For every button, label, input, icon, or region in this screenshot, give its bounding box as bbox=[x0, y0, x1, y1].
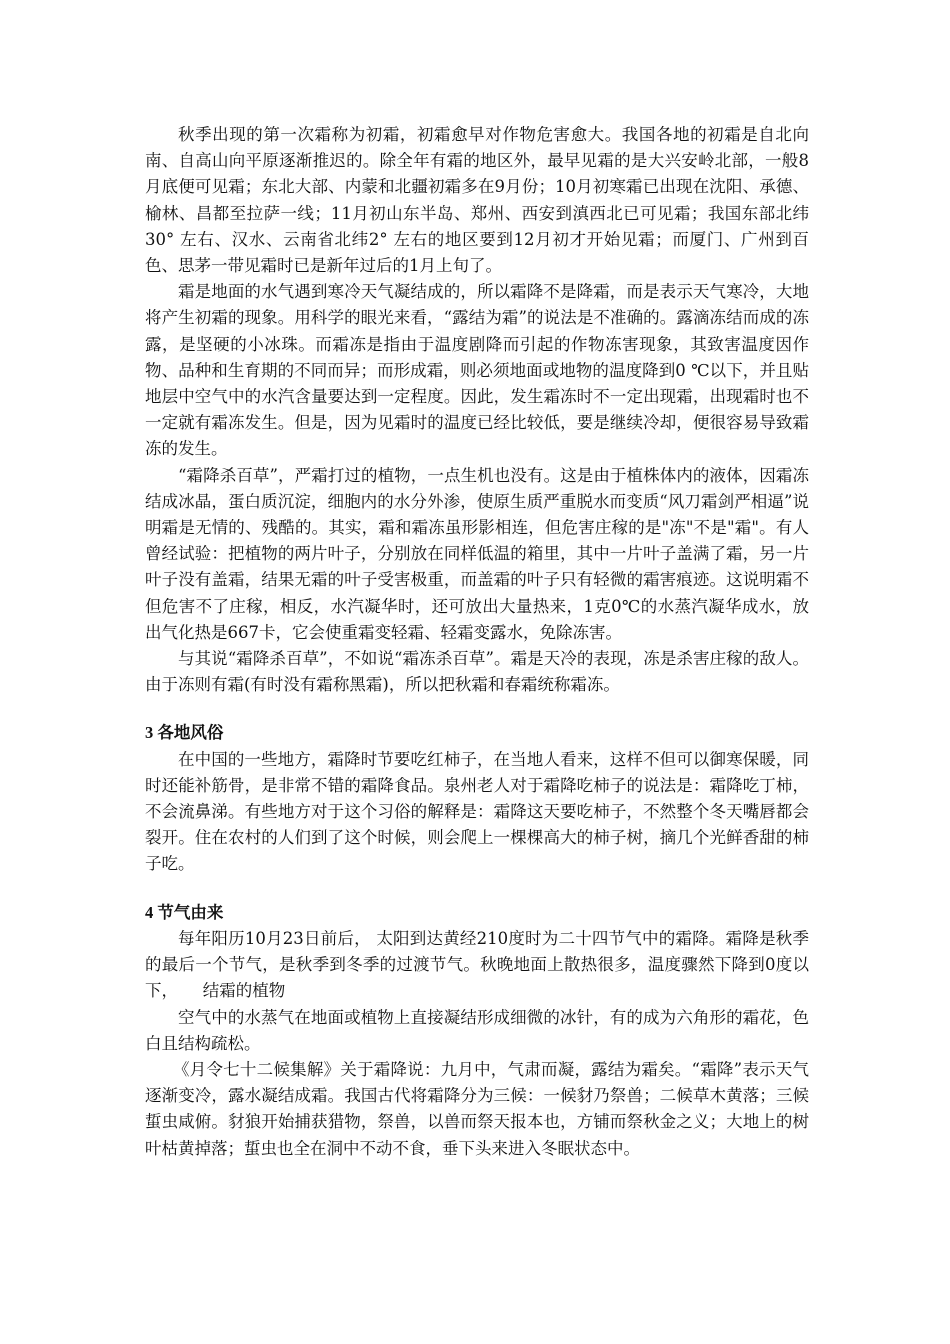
document-body bbox=[145, 122, 809, 1162]
paragraph-origin-vapor: 空气中的水蒸气在地面或植物上直接凝结形成细微的冰针，有的成为六角形的霜花，色白且结构疏松。 bbox=[145, 1007, 809, 1053]
paragraph-frost-kills-grass: “霜降杀百草”，严霜打过的植物，一点生机也没有。这是由于植株体内的液体，因霜冻结成冰晶，蛋白质沉淀，细胞内的水分外渗，使原生质严重脱水而变质“风刀霜剑严相逼”说明霜是无情的、残酷的。其实，霜和霜冻虽形影相连，但危害庄稼的是"冻"不是"霜"。有人曾经试验：把植物的两片叶子，分别放在同样低温的箱里，其中一片叶子盖满了霜，另一片叶子没有盖霜，结果无霜的叶子受害极重，而盖霜的叶子只有轻微的霜害痕迹。这说明霜不但危害不了庄稼，相反，水汽凝华时，还可放出大量热来，1克0℃的水蒸汽凝华成水，放出气化热是667卡，它会使重霜变轻霜、轻霜变露水，免除冻害。 bbox=[145, 465, 809, 642]
section-heading-origin: 4 节气由来 bbox=[145, 902, 224, 922]
paragraph-origin-date: 每年阳历10月23日前后， 太阳到达黄经210度时为二十四节气中的霜降。霜降是秋季的最后一个节气，是秋季到冬季的过渡节气。秋晚地面上散热很多，温度骤然下降到0度以下， 结霜的植物 bbox=[145, 928, 809, 1001]
paragraph-frost-freeze: 与其说“霜降杀百草”，不如说“霜冻杀百草”。霜是天冷的表现，冻是杀害庄稼的敌人。由于冻则有霜(有时没有霜称黑霜)，所以把秋霜和春霜统称霜冻。 bbox=[145, 649, 809, 695]
section-heading-customs: 3 各地风俗 bbox=[145, 723, 224, 743]
paragraph-first-frost: 秋季出现的第一次霜称为初霜，初霜愈早对作物危害愈大。我国各地的初霜是自北向南、自高山向平原逐渐推迟的。除全年有霜的地区外，最早见霜的是大兴安岭北部，一般8月底便可见霜；东北大部、内蒙和北疆初霜多在9月份；10月初寒霜已出现在沈阳、承德、榆林、昌都至拉萨一线；11月初山东半岛、郑州、西安到滇西北已可见霜；我国东部北纬30° 左右、汉水、云南省北纬2° 左右的地区要到12月初才开始见霜；而厦门、广州到百色、思茅一带见霜时已是新年过后的1月上旬了。 bbox=[145, 125, 809, 276]
paragraph-customs: 在中国的一些地方，霜降时节要吃红柿子，在当地人看来，这样不但可以御寒保暖，同时还能补筋骨，是非常不错的霜降食品。泉州老人对于霜降吃柿子的说法是：霜降吃丁柿，不会流鼻涕。有些地方对于这个习俗的解释是：霜降这天要吃柿子，不然整个冬天嘴唇都会裂开。住在农村的人们到了这个时候，则会爬上一棵棵高大的柿子树，摘几个光鲜香甜的柿子吃。 bbox=[145, 749, 809, 874]
paragraph-origin-seasons: 《月令七十二候集解》关于霜降说：九月中，气肃而凝，露结为霜矣。“霜降”表示天气逐渐变冷，露水凝结成霜。我国古代将霜降分为三候：一候豺乃祭兽；二候草木黄落；三候蜇虫咸俯。豺狼开始捕获猎物，祭兽，以兽而祭天报本也，方铺而祭秋金之义；大地上的树叶枯黄掉落；蜇虫也全在洞中不动不食，垂下头来进入冬眠状态中。 bbox=[145, 1059, 809, 1158]
paragraph-frost-formation: 霜是地面的水气遇到寒冷天气凝结成的，所以霜降不是降霜，而是表示天气寒冷，大地将产生初霜的现象。用科学的眼光来看，“露结为霜”的说法是不准确的。露滴冻结而成的冻露，是坚硬的小冰珠。而霜冻是指由于温度剧降而引起的作物冻害现象，其致害温度因作物、品种和生育期的不同而异；而形成霜，则必须地面或地物的温度降到0 ℃以下，并且贴地层中空气中的水汽含量要达到一定程度。因此，发生霜冻时不一定出现霜，出现霜时也不一定就有霜冻发生。但是，因为见霜时的温度已经比较低，要是继续冷却，便很容易导致霜冻的发生。 bbox=[145, 282, 809, 459]
